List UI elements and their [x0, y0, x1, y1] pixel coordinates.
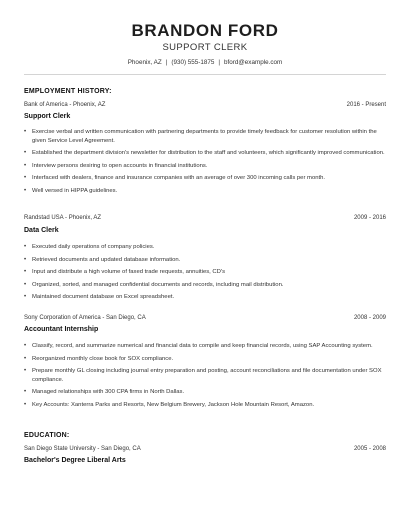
list-item: • Reorganized monthly close book for SOX compliance.: [24, 355, 386, 364]
candidate-name: BRANDON FORD: [131, 21, 279, 40]
contact-separator: |: [218, 59, 221, 66]
list-item: • Prepare monthly GL closing including journal entry preparation and posting, account reconciliations and file documentation under SOX compliance.: [24, 367, 386, 384]
contact-line: [0, 59, 410, 66]
list-item: • Executed daily operations of company policies.: [24, 243, 386, 252]
list-item: • Established the department division's newsletter for distribution to the staff and volunteers, which significantly improved communication.: [24, 149, 386, 158]
list-item: • Well versed in HIPPA guidelines.: [24, 187, 386, 196]
job-title: SUPPORT CLERK: [162, 42, 248, 53]
job-2-role: Data Clerk: [24, 227, 59, 234]
list-item: • Interview persons desiring to open accounts in financial institutions.: [24, 162, 386, 171]
phone: (930) 555-1875: [171, 59, 215, 66]
job-3-role: Accountant Internship: [24, 326, 99, 333]
education-row: [24, 446, 386, 452]
job-2-employer: Randstad USA - Phoenix, AZ: [24, 215, 102, 221]
list-item: • Organized, sorted, and managed confidential documents and records, including mail distribution.: [24, 281, 386, 290]
job-1-bullets: [24, 128, 386, 200]
contact-separator: |: [165, 59, 168, 66]
list-item: • Retrieved documents and updated database information.: [24, 256, 386, 265]
education-dates: 2005 - 2008: [353, 446, 386, 452]
job-2-dates: 2009 - 2016: [353, 215, 386, 221]
job-1-role: Support Clerk: [24, 113, 71, 120]
job-2-employer-row: [24, 215, 386, 221]
employment-heading: EMPLOYMENT HISTORY:: [24, 88, 112, 95]
job-1-employer-row: [24, 102, 386, 108]
list-item: • Exercise verbal and written communication with partnering departments to provide timely feedback for customer resolution within the given Service Level Agreement.: [24, 128, 386, 145]
job-3-bullets: [24, 342, 386, 414]
list-item: • Input and distribute a high volume of faxed trade requests, annuities, CD's: [24, 268, 386, 277]
job-3-employer-row: [24, 315, 386, 321]
location: Phoenix, AZ: [127, 59, 162, 66]
job-2-bullets: [24, 243, 386, 306]
header-divider: [24, 74, 386, 75]
degree: Bachelor's Degree Liberal Arts: [24, 457, 126, 464]
email: bford@example.com: [224, 59, 283, 66]
list-item: • Classify, record, and summarize numerical and financial data to compile and keep financial records, using SAP Accounting system.: [24, 342, 386, 351]
school: San Diego State University - San Diego, CA: [24, 446, 141, 452]
list-item: • Key Accounts: Xanterra Parks and Resorts, New Belgium Brewery, Jackson Hole Mountain Resort, Amazon.: [24, 401, 386, 410]
list-item: • Managed relationships with 300 CPA firms in North Dallas.: [24, 388, 386, 397]
list-item: • Maintained document database on Excel spreadsheet.: [24, 293, 386, 302]
job-3-employer: Sony Corporation of America - San Diego, CA: [24, 315, 146, 321]
job-1-dates: 2016 - Present: [346, 102, 386, 108]
job-1-employer: Bank of America - Phoenix, AZ: [24, 102, 106, 108]
list-item: • Interfaced with dealers, finance and insurance companies with an average of over 300 incoming calls per month.: [24, 174, 386, 183]
education-heading: EDUCATION:: [24, 432, 70, 439]
job-3-dates: 2008 - 2009: [353, 315, 386, 321]
